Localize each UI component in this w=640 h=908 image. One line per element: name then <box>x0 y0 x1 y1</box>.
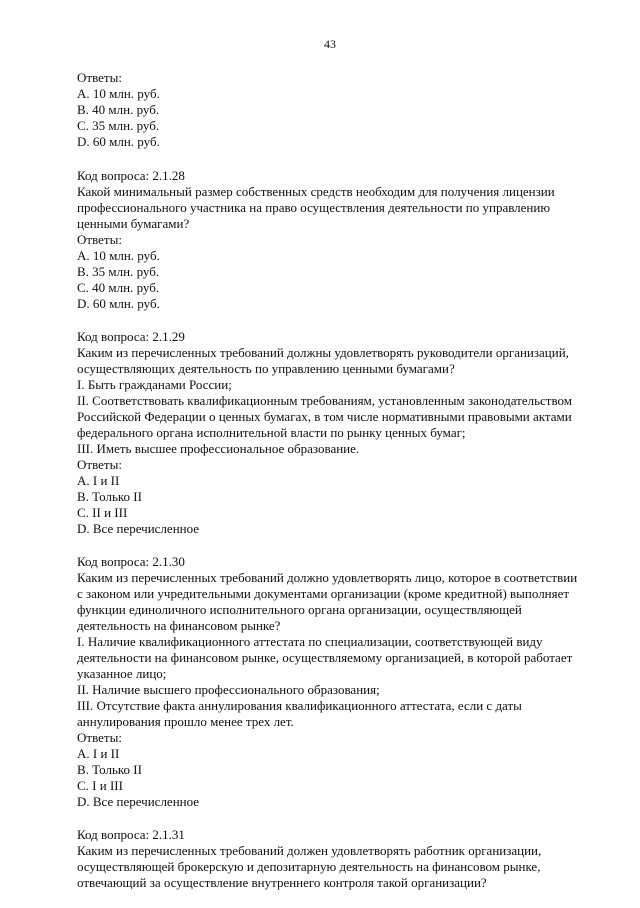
text-line: C. 35 млн. руб. <box>77 118 160 133</box>
text-line: B. Только II <box>77 489 142 504</box>
text-line: отвечающий за осуществление внутреннего контроля такой организации? <box>77 875 487 890</box>
question-block <box>77 827 607 891</box>
text-line: I. Наличие квалификационного аттестата по специализации, соответствующей виду <box>77 634 543 649</box>
document-body <box>77 70 607 908</box>
question-block <box>77 168 607 312</box>
text-line: Ответы: <box>77 730 122 745</box>
text-line: деятельность на финансовом рынке? <box>77 618 281 633</box>
text-line: Каким из перечисленных требований должно удовлетворять лицо, которое в соответствии <box>77 570 578 585</box>
text-line: Какой минимальный размер собственных средств необходим для получения лицензии <box>77 184 555 199</box>
text-line: A. 10 млн. руб. <box>77 248 160 263</box>
text-line: B. Только II <box>77 762 142 777</box>
text-line: III. Отсутствие факта аннулирования квалификационного аттестата, если с даты <box>77 698 522 713</box>
text-line: D. Все перечисленное <box>77 794 200 809</box>
text-line: деятельности на финансовом рынке, осуществляемому организацией, в которой работает <box>77 650 573 665</box>
text-line: ценными бумагами? <box>77 216 190 231</box>
answers-block <box>77 70 607 150</box>
text-line: II. Соответствовать квалификационным требованиям, установленным законодательством <box>77 393 572 408</box>
text-line: профессионального участника на право осуществления деятельности по управлению <box>77 200 551 215</box>
text-line: Ответы: <box>77 70 122 85</box>
text-line: I. Быть гражданами России; <box>77 377 232 392</box>
text-line: II. Наличие высшего профессионального образования; <box>77 682 380 697</box>
text-line: Код вопроса: 2.1.31 <box>77 827 185 842</box>
text-line: A. I и II <box>77 473 120 488</box>
text-line: Российской Федерации о ценных бумагах, в том числе нормативными правовыми актами <box>77 409 572 424</box>
text-line: с законом или учредительными документами организации (кроме кредитной) выполняет <box>77 586 570 601</box>
text-line: Ответы: <box>77 457 122 472</box>
text-line: C. 40 млн. руб. <box>77 280 160 295</box>
text-line: III. Иметь высшее профессиональное образование. <box>77 441 360 456</box>
text-line: Каким из перечисленных требований должны удовлетворять руководители организаций, <box>77 345 569 360</box>
text-line: A. 10 млн. руб. <box>77 86 160 101</box>
text-line: аннулирования прошло менее трех лет. <box>77 714 294 729</box>
question-block <box>77 329 607 537</box>
text-line: B. 40 млн. руб. <box>77 102 160 117</box>
text-line: Код вопроса: 2.1.30 <box>77 554 185 569</box>
text-line: Ответы: <box>77 232 122 247</box>
text-line: D. Все перечисленное <box>77 521 200 536</box>
text-line: осуществляющей брокерскую и депозитарную деятельность на финансовом рынке, <box>77 859 541 874</box>
text-line: A. I и II <box>77 746 120 761</box>
text-line: B. 35 млн. руб. <box>77 264 160 279</box>
text-line: Код вопроса: 2.1.29 <box>77 329 185 344</box>
text-line: Код вопроса: 2.1.28 <box>77 168 185 183</box>
text-line: осуществляющих деятельность по управлению ценными бумагами? <box>77 361 455 376</box>
text-line: C. II и III <box>77 505 128 520</box>
page-number: 43 <box>324 37 336 51</box>
question-block <box>77 554 607 810</box>
text-line: федерального органа исполнительной власти по рынку ценных бумаг; <box>77 425 466 440</box>
text-line: указанное лицо; <box>77 666 167 681</box>
text-line: D. 60 млн. руб. <box>77 296 160 311</box>
text-line: функции единоличного исполнительного органа организации, осуществляющей <box>77 602 522 617</box>
text-line: D. 60 млн. руб. <box>77 134 160 149</box>
text-line: C. I и III <box>77 778 123 793</box>
text-line: Каким из перечисленных требований должен удовлетворять работник организации, <box>77 843 542 858</box>
